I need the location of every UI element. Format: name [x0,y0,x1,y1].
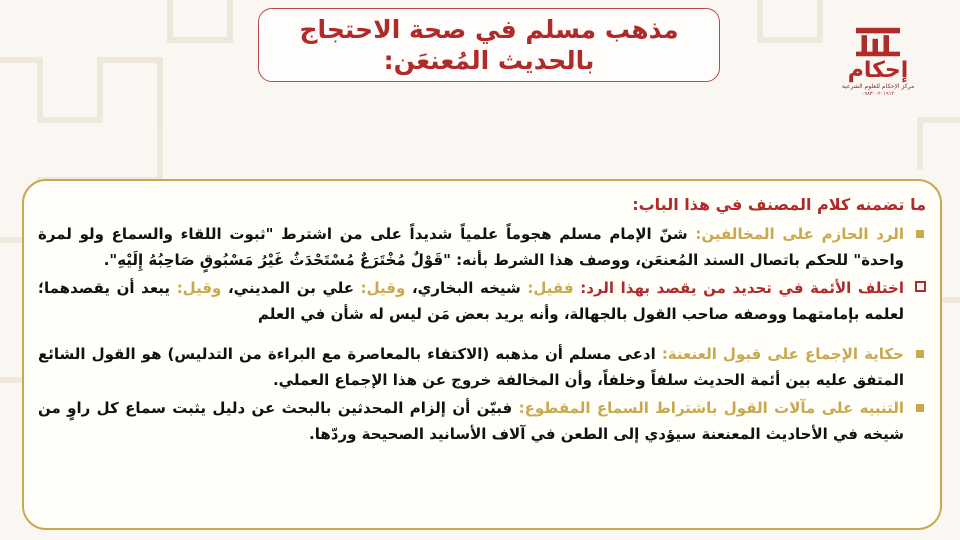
point-2 [38,275,926,327]
point-1 [38,221,926,273]
point-2-text-2: علي بن المديني، [221,279,361,297]
point-4 [38,395,926,447]
logo-phone: ٠٩٨٣٠٠٢٠١٩١٢ [861,91,895,97]
point-2-qila-1: فقيل: [527,279,574,297]
page-title-line-2: بالحديث المُعنعَن: [383,46,595,75]
section-heading: ما تضمنه كلام المصنف في هذا الباب: [632,195,926,214]
point-3 [38,341,926,393]
checkbox-bullet-icon [915,281,926,292]
point-4-lead: التنبيه على مآلات القول باشتراط السماع المقطوع: [518,399,904,417]
point-4-text: فبيّن أن إلزام المحدثين بالبحث عن دليل يثبت سماع كل راوٍ من شيخه في الأحاديث المعنعنة سيؤدي إلى الطعن في آلاف الأسانيد الصحيحة وردّها. [38,399,904,443]
square-bullet-icon [916,230,924,238]
point-1-lead: الرد الحازم على المخالفين: [695,225,905,243]
point-3-text: ادعى مسلم أن مذهبه (الاكتفاء بالمعاصرة مع البراءة من التدليس) هو القول الشائع المتفق عليه بين أئمة الحديث سلفاً وخلفاً، وأن المخالفة خروج عن هذا الإجماع العملي. [38,345,904,389]
logo-mark-icon [850,26,906,59]
page-title-line-1: مذهب مسلم في صحة الاحتجاج [299,15,679,44]
point-3-lead: حكاية الإجماع على قبول العنعنة: [661,345,904,363]
logo-subtitle: مركز الإحكام للعلوم الشرعية [841,83,915,90]
content-body [38,193,926,449]
content-box [22,179,942,530]
point-2-text-1: شيخه البخاري، [405,279,528,297]
logo-name: إحكام [847,58,909,83]
point-2-qila-3: وقيل: [176,279,222,297]
square-bullet-icon [916,404,924,412]
point-2-qila-2: وقيل: [360,279,406,297]
point-2-lead: اختلف الأئمة في تحديد من يقصد بهذا الرد: [580,279,904,297]
title-box [258,8,720,82]
logo [841,26,915,98]
point-1-text: شنّ الإمام مسلم هجوماً علمياً شديداً على من اشترط "ثبوت اللقاء والسماع ولو لمرة واحدة" للحكم باتصال السند المُعنعَن، ووصف هذا الشرط بأنه: "قَوْلٌ مُخْتَرَعٌ مُسْتَحْدَثٌ غَيْرُ مَسْبُوقٍ صَاحِبُهُ إِلَيْهِ". [38,225,904,269]
square-bullet-icon [916,350,924,358]
point-2-text-3: يبعد أن يقصدهما؛ لعلمه بإمامتهما ووصفه صاحب القول بالجهالة، وأنه يريد بعض مَن ليس له شأن في العلم [38,279,904,323]
